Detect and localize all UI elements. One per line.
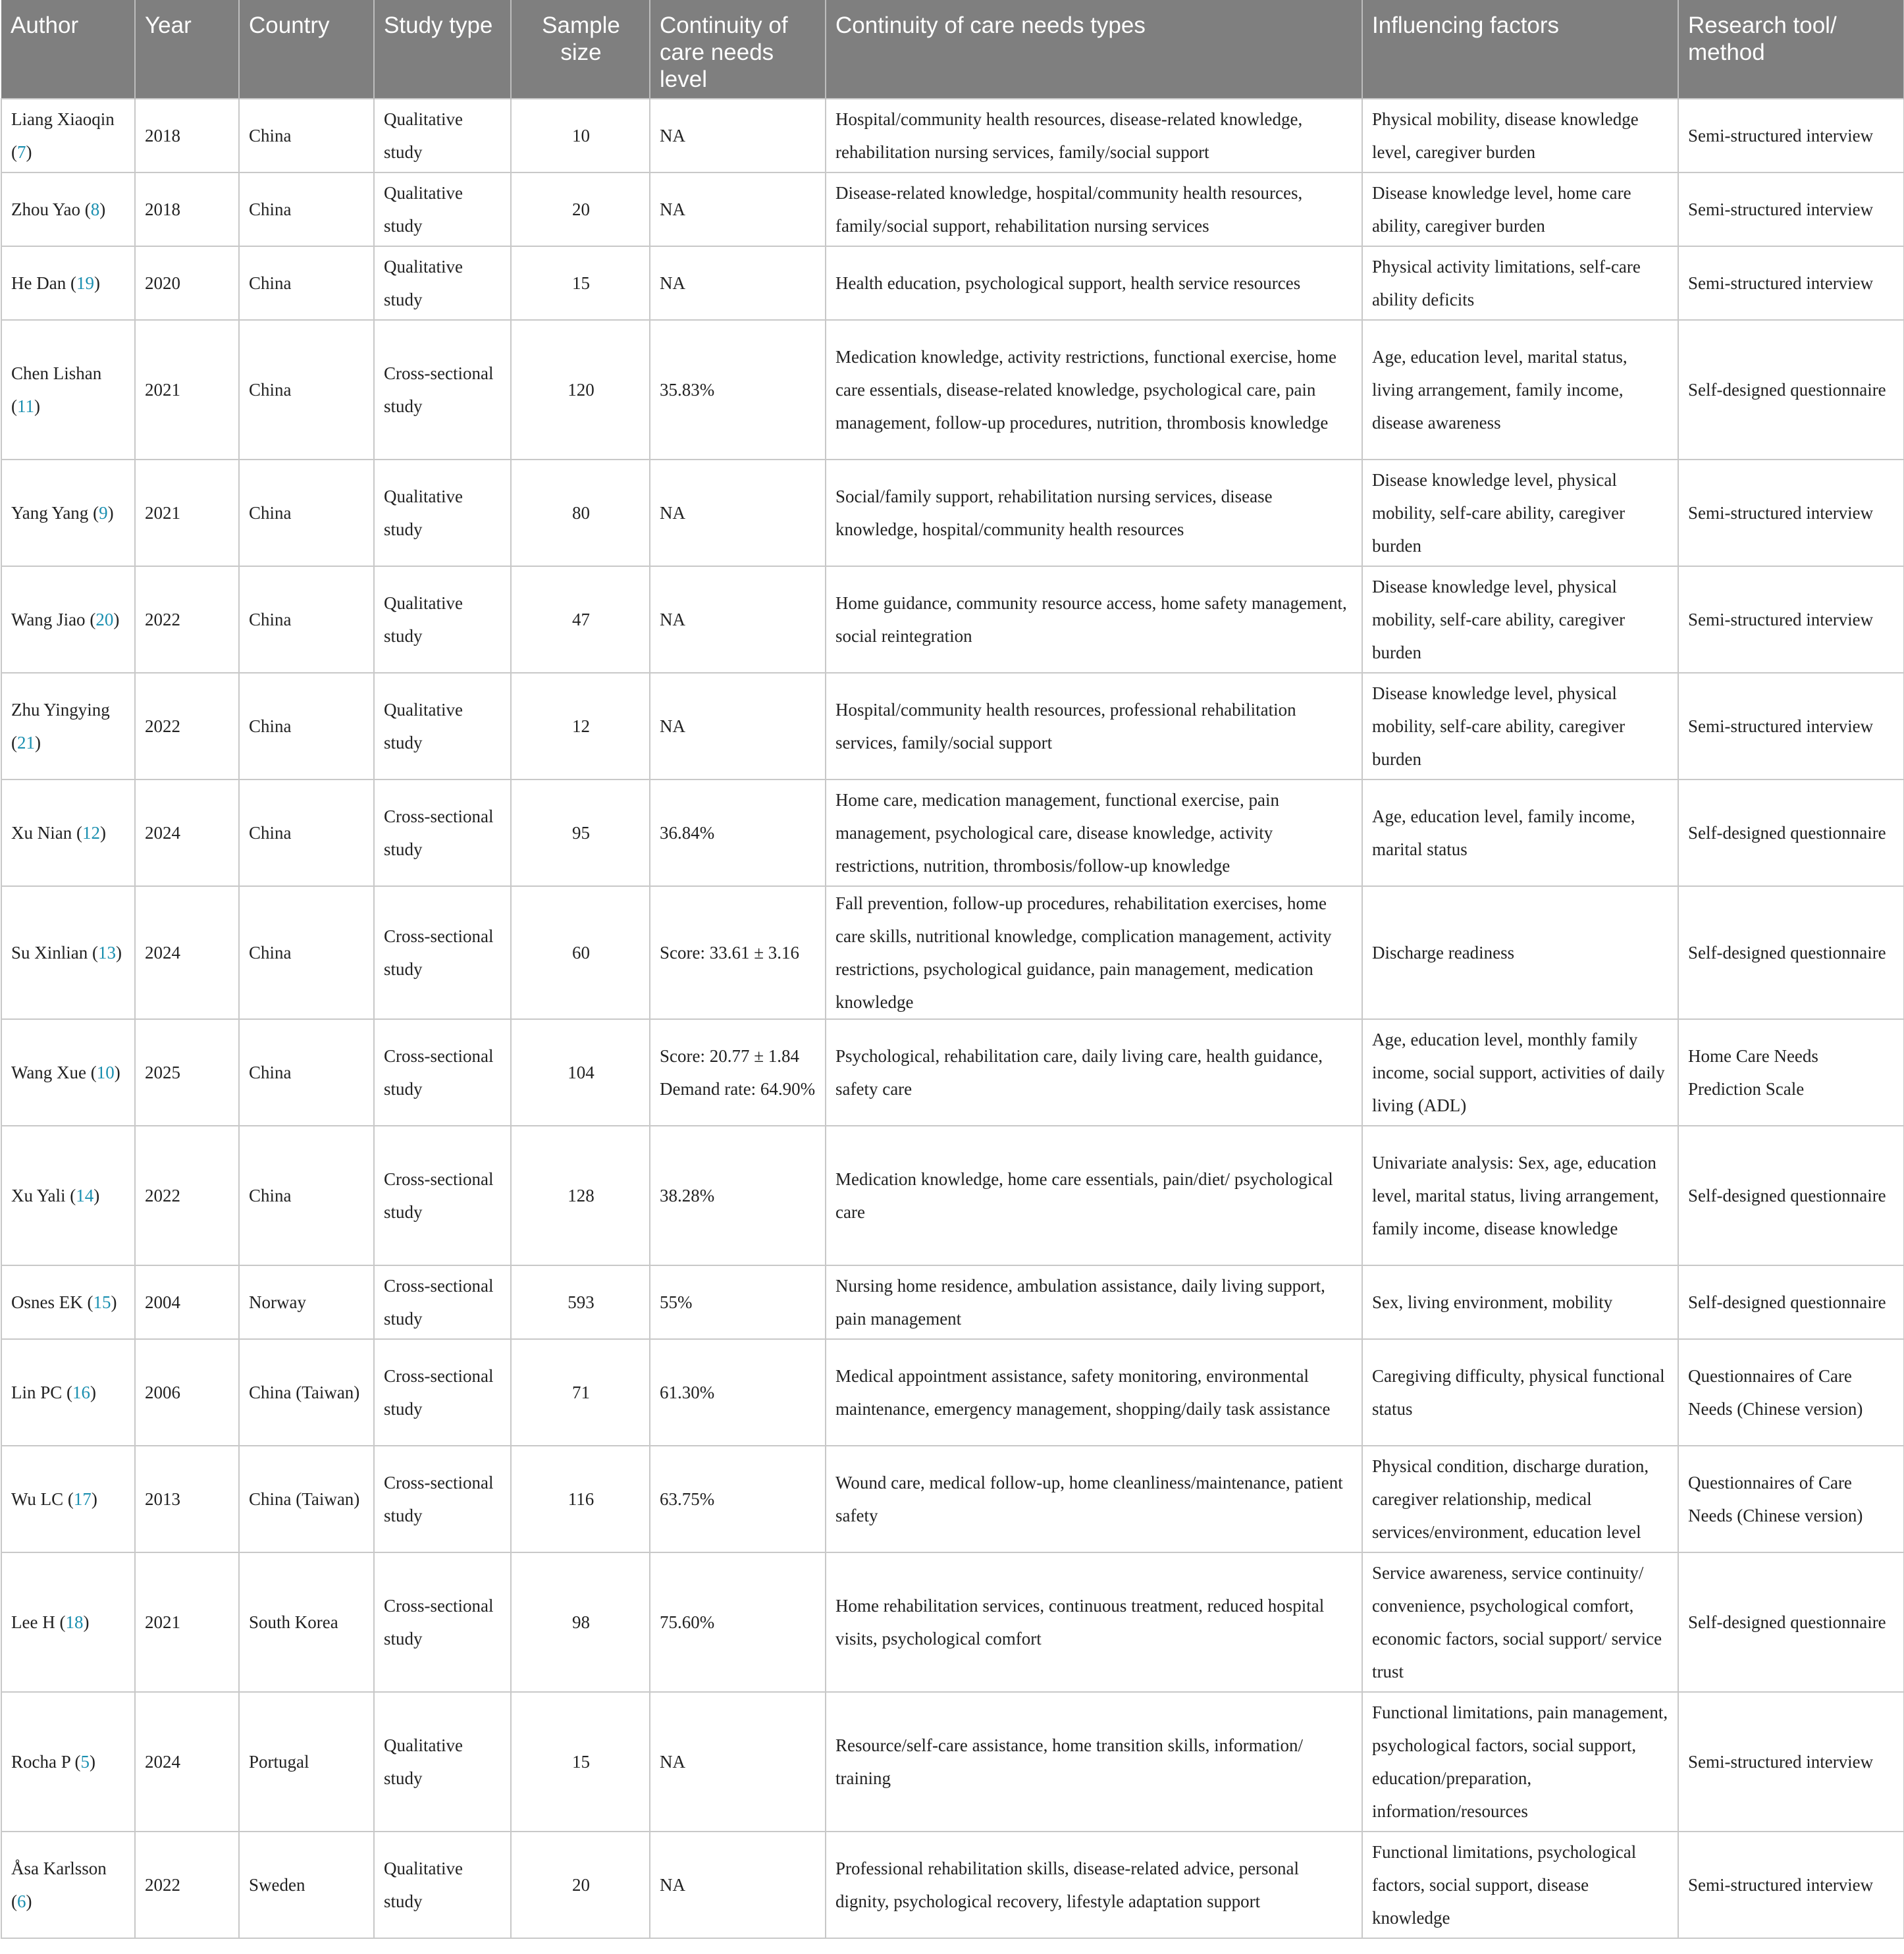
cell-year: 2013: [135, 1446, 239, 1552]
table-row: [1, 172, 1904, 246]
table-row: [1, 886, 1904, 1019]
cell-country: China: [239, 886, 374, 1019]
reference-link[interactable]: 6: [17, 1891, 26, 1911]
reference-link[interactable]: 17: [73, 1489, 92, 1509]
reference-link[interactable]: 14: [76, 1186, 94, 1205]
author-name: Su Xinlian: [11, 943, 88, 963]
author-name: Zhou Yao: [11, 199, 81, 219]
cell-year: 2021: [135, 460, 239, 566]
cell-sample-size: 10: [511, 99, 650, 172]
cell-country: China: [239, 172, 374, 246]
cell-author: Lee H (18): [1, 1552, 135, 1692]
reference-link[interactable]: 19: [76, 273, 94, 293]
cell-influencing-factors: Disease knowledge level, physical mobility, self-care ability, caregiver burden: [1362, 673, 1678, 779]
cell-influencing-factors: Univariate analysis: Sex, age, education level, marital status, living arrangement, family income, disease knowledge: [1362, 1126, 1678, 1265]
cell-sample-size: 128: [511, 1126, 650, 1265]
cell-influencing-factors: Physical activity limitations, self-care ability deficits: [1362, 246, 1678, 320]
cell-influencing-factors: Discharge readiness: [1362, 886, 1678, 1019]
cell-sample-size: 20: [511, 1832, 650, 1938]
cell-influencing-factors: Physical mobility, disease knowledge level, caregiver burden: [1362, 99, 1678, 172]
cell-needs-level: NA: [650, 172, 826, 246]
cell-country: Portugal: [239, 1692, 374, 1832]
cell-author: Zhu Yingying (21): [1, 673, 135, 779]
table-row: [1, 246, 1904, 320]
cell-influencing-factors: Physical condition, discharge duration, caregiver relationship, medical services/environment, education level: [1362, 1446, 1678, 1552]
cell-sample-size: 20: [511, 172, 650, 246]
header-row: [1, 0, 1904, 99]
author-name: Osnes EK: [11, 1292, 83, 1312]
table-body: [1, 99, 1904, 1938]
cell-needs-level: 55%: [650, 1265, 826, 1339]
cell-author: Wang Xue (10): [1, 1019, 135, 1126]
header-research-tool: Research tool/ method: [1678, 0, 1904, 99]
author-name: Wang Jiao: [11, 610, 86, 629]
cell-study-type: Cross-sectional study: [374, 1265, 511, 1339]
reference-link[interactable]: 18: [65, 1612, 84, 1632]
author-name: Lee H: [11, 1612, 55, 1632]
cell-research-tool: Self-designed questionnaire: [1678, 1552, 1904, 1692]
cell-sample-size: 104: [511, 1019, 650, 1126]
cell-sample-size: 95: [511, 779, 650, 886]
header-author: Author: [1, 0, 135, 99]
cell-needs-level: Score: 20.77 ± 1.84 Demand rate: 64.90%: [650, 1019, 826, 1126]
cell-year: 2022: [135, 1832, 239, 1938]
cell-year: 2025: [135, 1019, 239, 1126]
reference-link[interactable]: 7: [17, 142, 26, 162]
cell-research-tool: Semi-structured interview: [1678, 566, 1904, 673]
cell-research-tool: Semi-structured interview: [1678, 1692, 1904, 1832]
cell-year: 2004: [135, 1265, 239, 1339]
cell-research-tool: Questionnaires of Care Needs (Chinese version): [1678, 1446, 1904, 1552]
cell-needs-level: NA: [650, 1692, 826, 1832]
cell-year: 2024: [135, 779, 239, 886]
author-name: Xu Nian: [11, 823, 72, 843]
cell-research-tool: Semi-structured interview: [1678, 673, 1904, 779]
reference-link[interactable]: 11: [17, 396, 34, 416]
author-name: Åsa Karlsson: [11, 1859, 107, 1878]
cell-needs-level: NA: [650, 460, 826, 566]
cell-needs-level: NA: [650, 99, 826, 172]
cell-study-type: Cross-sectional study: [374, 1339, 511, 1446]
cell-needs-level: NA: [650, 673, 826, 779]
cell-country: China (Taiwan): [239, 1446, 374, 1552]
cell-study-type: Cross-sectional study: [374, 779, 511, 886]
cell-sample-size: 120: [511, 320, 650, 460]
reference-link[interactable]: 16: [72, 1383, 91, 1402]
reference-link[interactable]: 8: [90, 199, 100, 219]
cell-research-tool: Home Care Needs Prediction Scale: [1678, 1019, 1904, 1126]
cell-needs-types: Hospital/community health resources, professional rehabilitation services, family/social support: [826, 673, 1362, 779]
header-country: Country: [239, 0, 374, 99]
author-name: Wu LC: [11, 1489, 64, 1509]
reference-link[interactable]: 9: [99, 503, 108, 523]
cell-sample-size: 71: [511, 1339, 650, 1446]
cell-year: 2022: [135, 1126, 239, 1265]
cell-author: Wu LC (17): [1, 1446, 135, 1552]
reference-link[interactable]: 20: [95, 610, 114, 629]
cell-study-type: Qualitative study: [374, 1692, 511, 1832]
cell-needs-types: Nursing home residence, ambulation assistance, daily living support, pain management: [826, 1265, 1362, 1339]
header-influencing-factors: Influencing factors: [1362, 0, 1678, 99]
cell-influencing-factors: Service awareness, service continuity/ convenience, psychological comfort, economic factors, social support/ service trust: [1362, 1552, 1678, 1692]
cell-author: Åsa Karlsson (6): [1, 1832, 135, 1938]
cell-sample-size: 80: [511, 460, 650, 566]
table-row: [1, 99, 1904, 172]
cell-needs-level: 61.30%: [650, 1339, 826, 1446]
table-row: [1, 1832, 1904, 1938]
table-row: [1, 1339, 1904, 1446]
cell-year: 2022: [135, 566, 239, 673]
cell-year: 2020: [135, 246, 239, 320]
cell-year: 2021: [135, 320, 239, 460]
cell-author: Liang Xiaoqin (7): [1, 99, 135, 172]
cell-needs-level: NA: [650, 1832, 826, 1938]
cell-needs-level: 38.28%: [650, 1126, 826, 1265]
cell-needs-types: Home care, medication management, functional exercise, pain management, psychological care, disease knowledge, activity restrictions, nutrition, thrombosis/follow-up knowledge: [826, 779, 1362, 886]
cell-research-tool: Self-designed questionnaire: [1678, 1265, 1904, 1339]
cell-needs-types: Hospital/community health resources, disease-related knowledge, rehabilitation nursing services, family/social support: [826, 99, 1362, 172]
cell-needs-level: 63.75%: [650, 1446, 826, 1552]
cell-influencing-factors: Disease knowledge level, physical mobility, self-care ability, caregiver burden: [1362, 460, 1678, 566]
cell-sample-size: 593: [511, 1265, 650, 1339]
cell-country: China: [239, 1126, 374, 1265]
cell-author: He Dan (19): [1, 246, 135, 320]
cell-needs-types: Resource/self-care assistance, home transition skills, information/ training: [826, 1692, 1362, 1832]
header-sample-size: Sample size: [511, 0, 650, 99]
cell-influencing-factors: Age, education level, marital status, living arrangement, family income, disease awareness: [1362, 320, 1678, 460]
table-row: [1, 1552, 1904, 1692]
cell-needs-types: Psychological, rehabilitation care, daily living care, health guidance, safety care: [826, 1019, 1362, 1126]
cell-sample-size: 98: [511, 1552, 650, 1692]
cell-influencing-factors: Age, education level, family income, marital status: [1362, 779, 1678, 886]
cell-author: Xu Nian (12): [1, 779, 135, 886]
cell-needs-level: 36.84%: [650, 779, 826, 886]
table-row: [1, 673, 1904, 779]
cell-study-type: Qualitative study: [374, 673, 511, 779]
cell-research-tool: Questionnaires of Care Needs (Chinese version): [1678, 1339, 1904, 1446]
cell-sample-size: 15: [511, 1692, 650, 1832]
header-year: Year: [135, 0, 239, 99]
cell-author: Lin PC (16): [1, 1339, 135, 1446]
cell-year: 2006: [135, 1339, 239, 1446]
cell-study-type: Cross-sectional study: [374, 1552, 511, 1692]
cell-country: China: [239, 1019, 374, 1126]
cell-study-type: Qualitative study: [374, 1832, 511, 1938]
cell-influencing-factors: Disease knowledge level, home care ability, caregiver burden: [1362, 172, 1678, 246]
table-row: [1, 1019, 1904, 1126]
cell-country: South Korea: [239, 1552, 374, 1692]
cell-study-type: Cross-sectional study: [374, 1019, 511, 1126]
cell-year: 2021: [135, 1552, 239, 1692]
table-row: [1, 1446, 1904, 1552]
cell-country: Sweden: [239, 1832, 374, 1938]
cell-research-tool: Semi-structured interview: [1678, 460, 1904, 566]
cell-author: Chen Lishan (11): [1, 320, 135, 460]
cell-needs-level: 75.60%: [650, 1552, 826, 1692]
cell-sample-size: 47: [511, 566, 650, 673]
reference-link[interactable]: 15: [93, 1292, 111, 1312]
cell-study-type: Qualitative study: [374, 172, 511, 246]
cell-needs-types: Fall prevention, follow-up procedures, rehabilitation exercises, home care skills, nutritional knowledge, complication management, activity restrictions, psychological guidance, pain management, medication knowledge: [826, 886, 1362, 1019]
table-row: [1, 1692, 1904, 1832]
cell-needs-level: NA: [650, 246, 826, 320]
cell-needs-types: Medication knowledge, activity restrictions, functional exercise, home care essentials, disease-related knowledge, psychological care, pain management, follow-up procedures, nutrition, thrombosis knowledge: [826, 320, 1362, 460]
cell-study-type: Cross-sectional study: [374, 886, 511, 1019]
cell-needs-types: Wound care, medical follow-up, home cleanliness/maintenance, patient safety: [826, 1446, 1362, 1552]
cell-needs-types: Home rehabilitation services, continuous treatment, reduced hospital visits, psychological comfort: [826, 1552, 1362, 1692]
author-name: Lin PC: [11, 1383, 63, 1402]
cell-influencing-factors: Age, education level, monthly family income, social support, activities of daily living (ADL): [1362, 1019, 1678, 1126]
author-name: Wang Xue: [11, 1063, 87, 1082]
cell-country: China: [239, 246, 374, 320]
table-row: [1, 779, 1904, 886]
author-name: He Dan: [11, 273, 66, 293]
cell-author: Xu Yali (14): [1, 1126, 135, 1265]
cell-research-tool: Semi-structured interview: [1678, 99, 1904, 172]
cell-country: China: [239, 566, 374, 673]
table-row: [1, 1126, 1904, 1265]
author-name: Liang Xiaoqin: [11, 109, 115, 129]
cell-sample-size: 15: [511, 246, 650, 320]
cell-study-type: Qualitative study: [374, 99, 511, 172]
cell-influencing-factors: Sex, living environment, mobility: [1362, 1265, 1678, 1339]
cell-country: China: [239, 779, 374, 886]
cell-study-type: Cross-sectional study: [374, 1126, 511, 1265]
table-row: [1, 1265, 1904, 1339]
reference-link[interactable]: 10: [96, 1063, 115, 1082]
cell-study-type: Cross-sectional study: [374, 1446, 511, 1552]
cell-year: 2018: [135, 172, 239, 246]
table-row: [1, 566, 1904, 673]
cell-needs-types: Disease-related knowledge, hospital/community health resources, family/social support, rehabilitation nursing services: [826, 172, 1362, 246]
cell-influencing-factors: Functional limitations, psychological factors, social support, disease knowledge: [1362, 1832, 1678, 1938]
cell-year: 2022: [135, 673, 239, 779]
cell-research-tool: Self-designed questionnaire: [1678, 320, 1904, 460]
cell-year: 2024: [135, 886, 239, 1019]
cell-research-tool: Self-designed questionnaire: [1678, 1126, 1904, 1265]
cell-country: Norway: [239, 1265, 374, 1339]
header-needs-types: Continuity of care needs types: [826, 0, 1362, 99]
cell-needs-types: Professional rehabilitation skills, disease-related advice, personal dignity, psychological recovery, lifestyle adaptation support: [826, 1832, 1362, 1938]
cell-author: Rocha P (5): [1, 1692, 135, 1832]
cell-author: Osnes EK (15): [1, 1265, 135, 1339]
cell-sample-size: 60: [511, 886, 650, 1019]
cell-sample-size: 12: [511, 673, 650, 779]
cell-country: China (Taiwan): [239, 1339, 374, 1446]
cell-year: 2024: [135, 1692, 239, 1832]
author-name: Xu Yali: [11, 1186, 66, 1205]
cell-study-type: Qualitative study: [374, 566, 511, 673]
studies-table: [1, 0, 1904, 1939]
reference-link[interactable]: 13: [98, 943, 117, 963]
cell-country: China: [239, 460, 374, 566]
cell-author: Wang Jiao (20): [1, 566, 135, 673]
cell-needs-level: NA: [650, 566, 826, 673]
table-row: [1, 320, 1904, 460]
reference-link[interactable]: 12: [82, 823, 100, 843]
cell-author: Yang Yang (9): [1, 460, 135, 566]
reference-link[interactable]: 5: [80, 1752, 90, 1772]
cell-research-tool: Self-designed questionnaire: [1678, 779, 1904, 886]
cell-influencing-factors: Functional limitations, pain management, psychological factors, social support, education/preparation, information/resources: [1362, 1692, 1678, 1832]
cell-needs-types: Home guidance, community resource access, home safety management, social reintegration: [826, 566, 1362, 673]
cell-sample-size: 116: [511, 1446, 650, 1552]
cell-needs-level: Score: 33.61 ± 3.16: [650, 886, 826, 1019]
header-needs-level: Continuity of care needs level: [650, 0, 826, 99]
author-name: Rocha P: [11, 1752, 70, 1772]
cell-needs-types: Social/family support, rehabilitation nursing services, disease knowledge, hospital/community health resources: [826, 460, 1362, 566]
cell-author: Zhou Yao (8): [1, 172, 135, 246]
reference-link[interactable]: 21: [17, 733, 35, 753]
cell-country: China: [239, 320, 374, 460]
table-row: [1, 460, 1904, 566]
cell-research-tool: Self-designed questionnaire: [1678, 886, 1904, 1019]
cell-study-type: Qualitative study: [374, 246, 511, 320]
cell-research-tool: Semi-structured interview: [1678, 1832, 1904, 1938]
cell-research-tool: Semi-structured interview: [1678, 172, 1904, 246]
cell-needs-types: Medication knowledge, home care essentials, pain/diet/ psychological care: [826, 1126, 1362, 1265]
author-name: Yang Yang: [11, 503, 89, 523]
cell-needs-types: Health education, psychological support, health service resources: [826, 246, 1362, 320]
cell-needs-types: Medical appointment assistance, safety monitoring, environmental maintenance, emergency management, shopping/daily task assistance: [826, 1339, 1362, 1446]
cell-country: China: [239, 673, 374, 779]
cell-study-type: Qualitative study: [374, 460, 511, 566]
author-name: Zhu Yingying: [11, 700, 110, 720]
cell-year: 2018: [135, 99, 239, 172]
cell-country: China: [239, 99, 374, 172]
cell-influencing-factors: Disease knowledge level, physical mobility, self-care ability, caregiver burden: [1362, 566, 1678, 673]
author-name: Chen Lishan: [11, 363, 102, 383]
cell-needs-level: 35.83%: [650, 320, 826, 460]
cell-influencing-factors: Caregiving difficulty, physical functional status: [1362, 1339, 1678, 1446]
cell-author: Su Xinlian (13): [1, 886, 135, 1019]
cell-research-tool: Semi-structured interview: [1678, 246, 1904, 320]
header-study-type: Study type: [374, 0, 511, 99]
cell-study-type: Cross-sectional study: [374, 320, 511, 460]
